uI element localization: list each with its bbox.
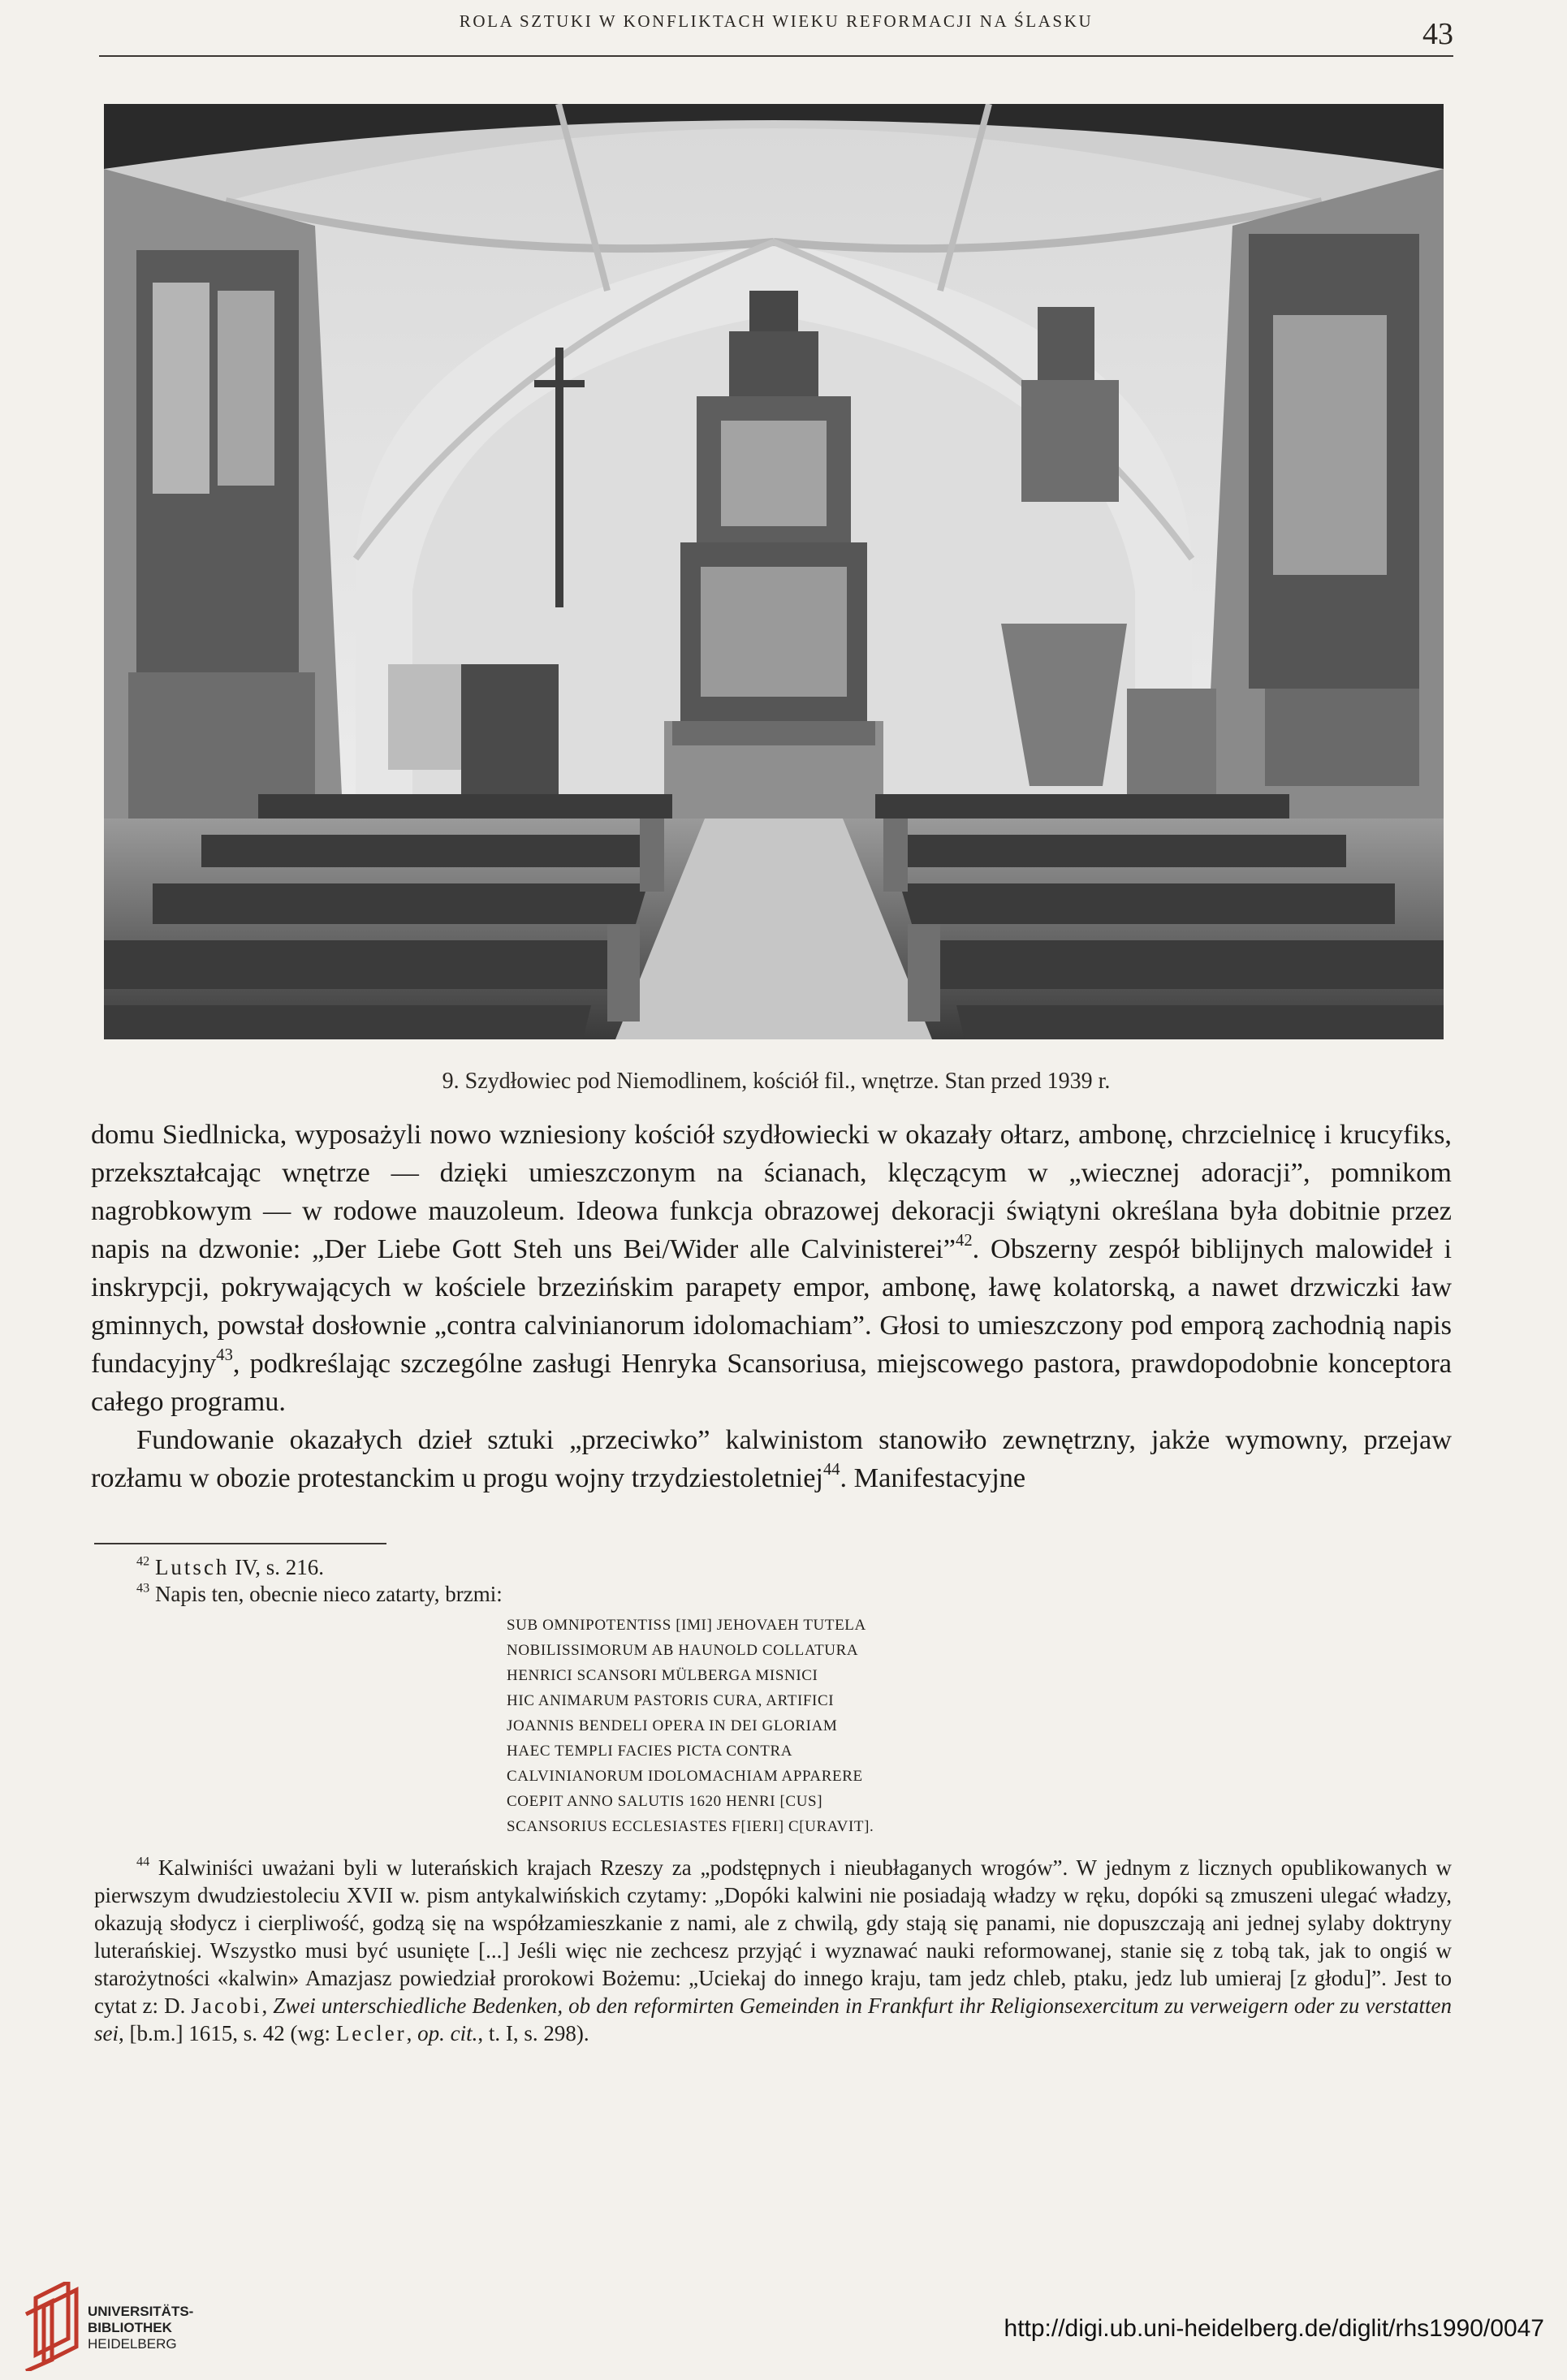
- page-number: 43: [1422, 17, 1453, 51]
- text-run: , [b.m.] 1615, s. 42 (wg:: [119, 2021, 336, 2045]
- header-rule: [99, 55, 1453, 57]
- inscription-block: [507, 1613, 1452, 1839]
- inscription-line: HIC ANIMARUM PASTORIS CURA, ARTIFICI: [507, 1692, 835, 1709]
- footnote-author: Jacobi: [191, 1993, 262, 2018]
- inscription-line: COEPIT ANNO SALUTIS 1620 HENRI [CUS]: [507, 1793, 823, 1810]
- cited-title: Zwei unterschiedliche Bedenken, ob den reformirten Gemeinden in Frankfurt ihr Religionsexercitum zu verweigern oder zu verstatten sei: [94, 1993, 1452, 2045]
- inscription-line: JOANNIS BENDELI OPERA IN DEI GLORIAM: [507, 1717, 838, 1734]
- text-run: . Manifestacyjne: [840, 1462, 1026, 1493]
- text-run: IV, s. 216.: [229, 1555, 324, 1579]
- footnote-43: [94, 1581, 1452, 1608]
- library-name-line: BIBLIOTHEK: [88, 2320, 172, 2335]
- source-url-link[interactable]: http://digi.ub.uni-heidelberg.de/diglit/rhs1990/0047: [1004, 2315, 1544, 2342]
- inscription-line: NOBILISSIMORUM AB HAUNOLD COLLATURA: [507, 1642, 859, 1659]
- library-logo-icon: [19, 2282, 93, 2371]
- church-interior-photo: [104, 104, 1444, 1039]
- library-name-line: UNIVERSITÄTS-: [88, 2304, 194, 2319]
- paragraph-1: [91, 1116, 1452, 1421]
- inscription-line: HAEC TEMPLI FACIES PICTA CONTRA: [507, 1743, 793, 1760]
- footnote-rule: [94, 1543, 386, 1544]
- footnotes: [94, 1554, 1452, 2047]
- text-run: Fundowanie okazałych dzieł sztuki „przeciwko” kalwinistom stanowiło zewnętrzny, jakże wymowny, przejaw rozłamu w obozie protestanckim u progu wojny trzydziestoletniej: [91, 1424, 1452, 1493]
- footnote-author: Lecler: [335, 2021, 407, 2045]
- library-name: [88, 2304, 193, 2352]
- inscription-line: SCANSORIUS ECCLESIASTES F[IERI] C[URAVIT].: [507, 1818, 874, 1835]
- op-cit: op. cit.: [417, 2021, 478, 2045]
- inscription-line: CALVINIANORUM IDOLOMACHIAM APPARERE: [507, 1768, 863, 1785]
- text-run: , t. I, s. 298).: [477, 2021, 589, 2045]
- footnote-ref-43: 43: [216, 1346, 233, 1365]
- text-run: domu Siedlnicka, wyposażyli nowo wzniesiony kościół szydłowiecki w okazały ołtarz, ambonę, chrzcielnicę i krucyfiks, przekształcając wnętrze — dzięki umieszczonym na ścianach, klęczącym w „wiecznej adoracji”, pomnikom nagrobkowym — w rodowe mauzoleum. Ideowa funkcja obrazowej dekoracji świątyni określana była dobitnie przez napis na dzwonie: „Der Liebe Gott Steh uns Bei/Wider alle Calvinisterei”: [91, 1119, 1452, 1264]
- text-run: , podkreślając szczególne zasługi Henryka Scansoriusa, miejscowego pastora, prawdopodobnie konceptora całego programu.: [91, 1348, 1452, 1417]
- footnote-42: [94, 1554, 1452, 1581]
- text-run: ,: [406, 2021, 418, 2045]
- text-run: ,: [261, 1993, 274, 2018]
- running-title: ROLA SZTUKI W KONFLIKTACH WIEKU REFORMACJI NA ŚLASKU: [459, 11, 1094, 31]
- footnote-number: 42: [136, 1553, 150, 1569]
- footnote-ref-42: 42: [956, 1232, 973, 1250]
- inscription-line: HENRICI SCANSORI MÜLBERGA MISNICI: [507, 1667, 818, 1684]
- footnote-author: Lutsch: [154, 1555, 230, 1579]
- footnote-number: 43: [136, 1580, 150, 1596]
- footnote-number: 44: [136, 1854, 150, 1869]
- footnote-ref-44: 44: [822, 1461, 840, 1479]
- figure-caption: 9. Szydłowiec pod Niemodlinem, kościół fil., wnętrze. Stan przed 1939 r.: [442, 1069, 1111, 1094]
- text-run: . Obszerny zespół biblijnych malowideł i inskrypcji, pokrywających w kościele brzezińskim parapety empor, ambonę, ławę kolatorską, a nawet drzwiczki ław gminnych, powstał dosłownie „contra calvinianorum idolomachiam”. Głosi to umieszczony pod emporą zachodnią napis fundacyjny: [91, 1233, 1453, 1379]
- text-run: Napis ten, obecnie nieco zatarty, brzmi:: [149, 1582, 503, 1606]
- body-text: [91, 1116, 1452, 1497]
- text-run: Kalwiniści uważani byli w luterańskich krajach Rzeszy za „podstępnych i nieubłaganych wrogów”. W jednym z licznych opublikowanych w pierwszym dwudziestoleciu XVII w. pism antykalwińskich czytamy: „Dopóki kalwini nie posiadają władzy w ręku, dopóki są zmuszeni ulegać władzy, okazują słodycz i cierpliwość, godzą się na współzamieszkanie z nami, ale z chwilą, gdy stają się panami, nie dopuszczają ani jednej sylaby doktryny luterańskiej. Wszystko musi być usunięte [...] Jeśli więc nie zechcesz przyjąć i wyznawać nauki reformowanej, stanie się z tobą tak, jak to ongiś w starożytności «kalwin» Amazjasz powiedział prorokowi Bożemu: „Uciekaj do innego kraju, tam jedz chleb, ptaku, jedz lub umieraj [z głodu]”. Jest to cytat z: D.: [94, 1855, 1452, 2018]
- library-name-line: HEIDELBERG: [88, 2336, 177, 2352]
- footnote-44: [94, 1854, 1452, 2047]
- inscription-line: SUB OMNIPOTENTISS [IMI] JEHOVAEH TUTELA: [507, 1617, 866, 1634]
- paragraph-2: [91, 1421, 1452, 1497]
